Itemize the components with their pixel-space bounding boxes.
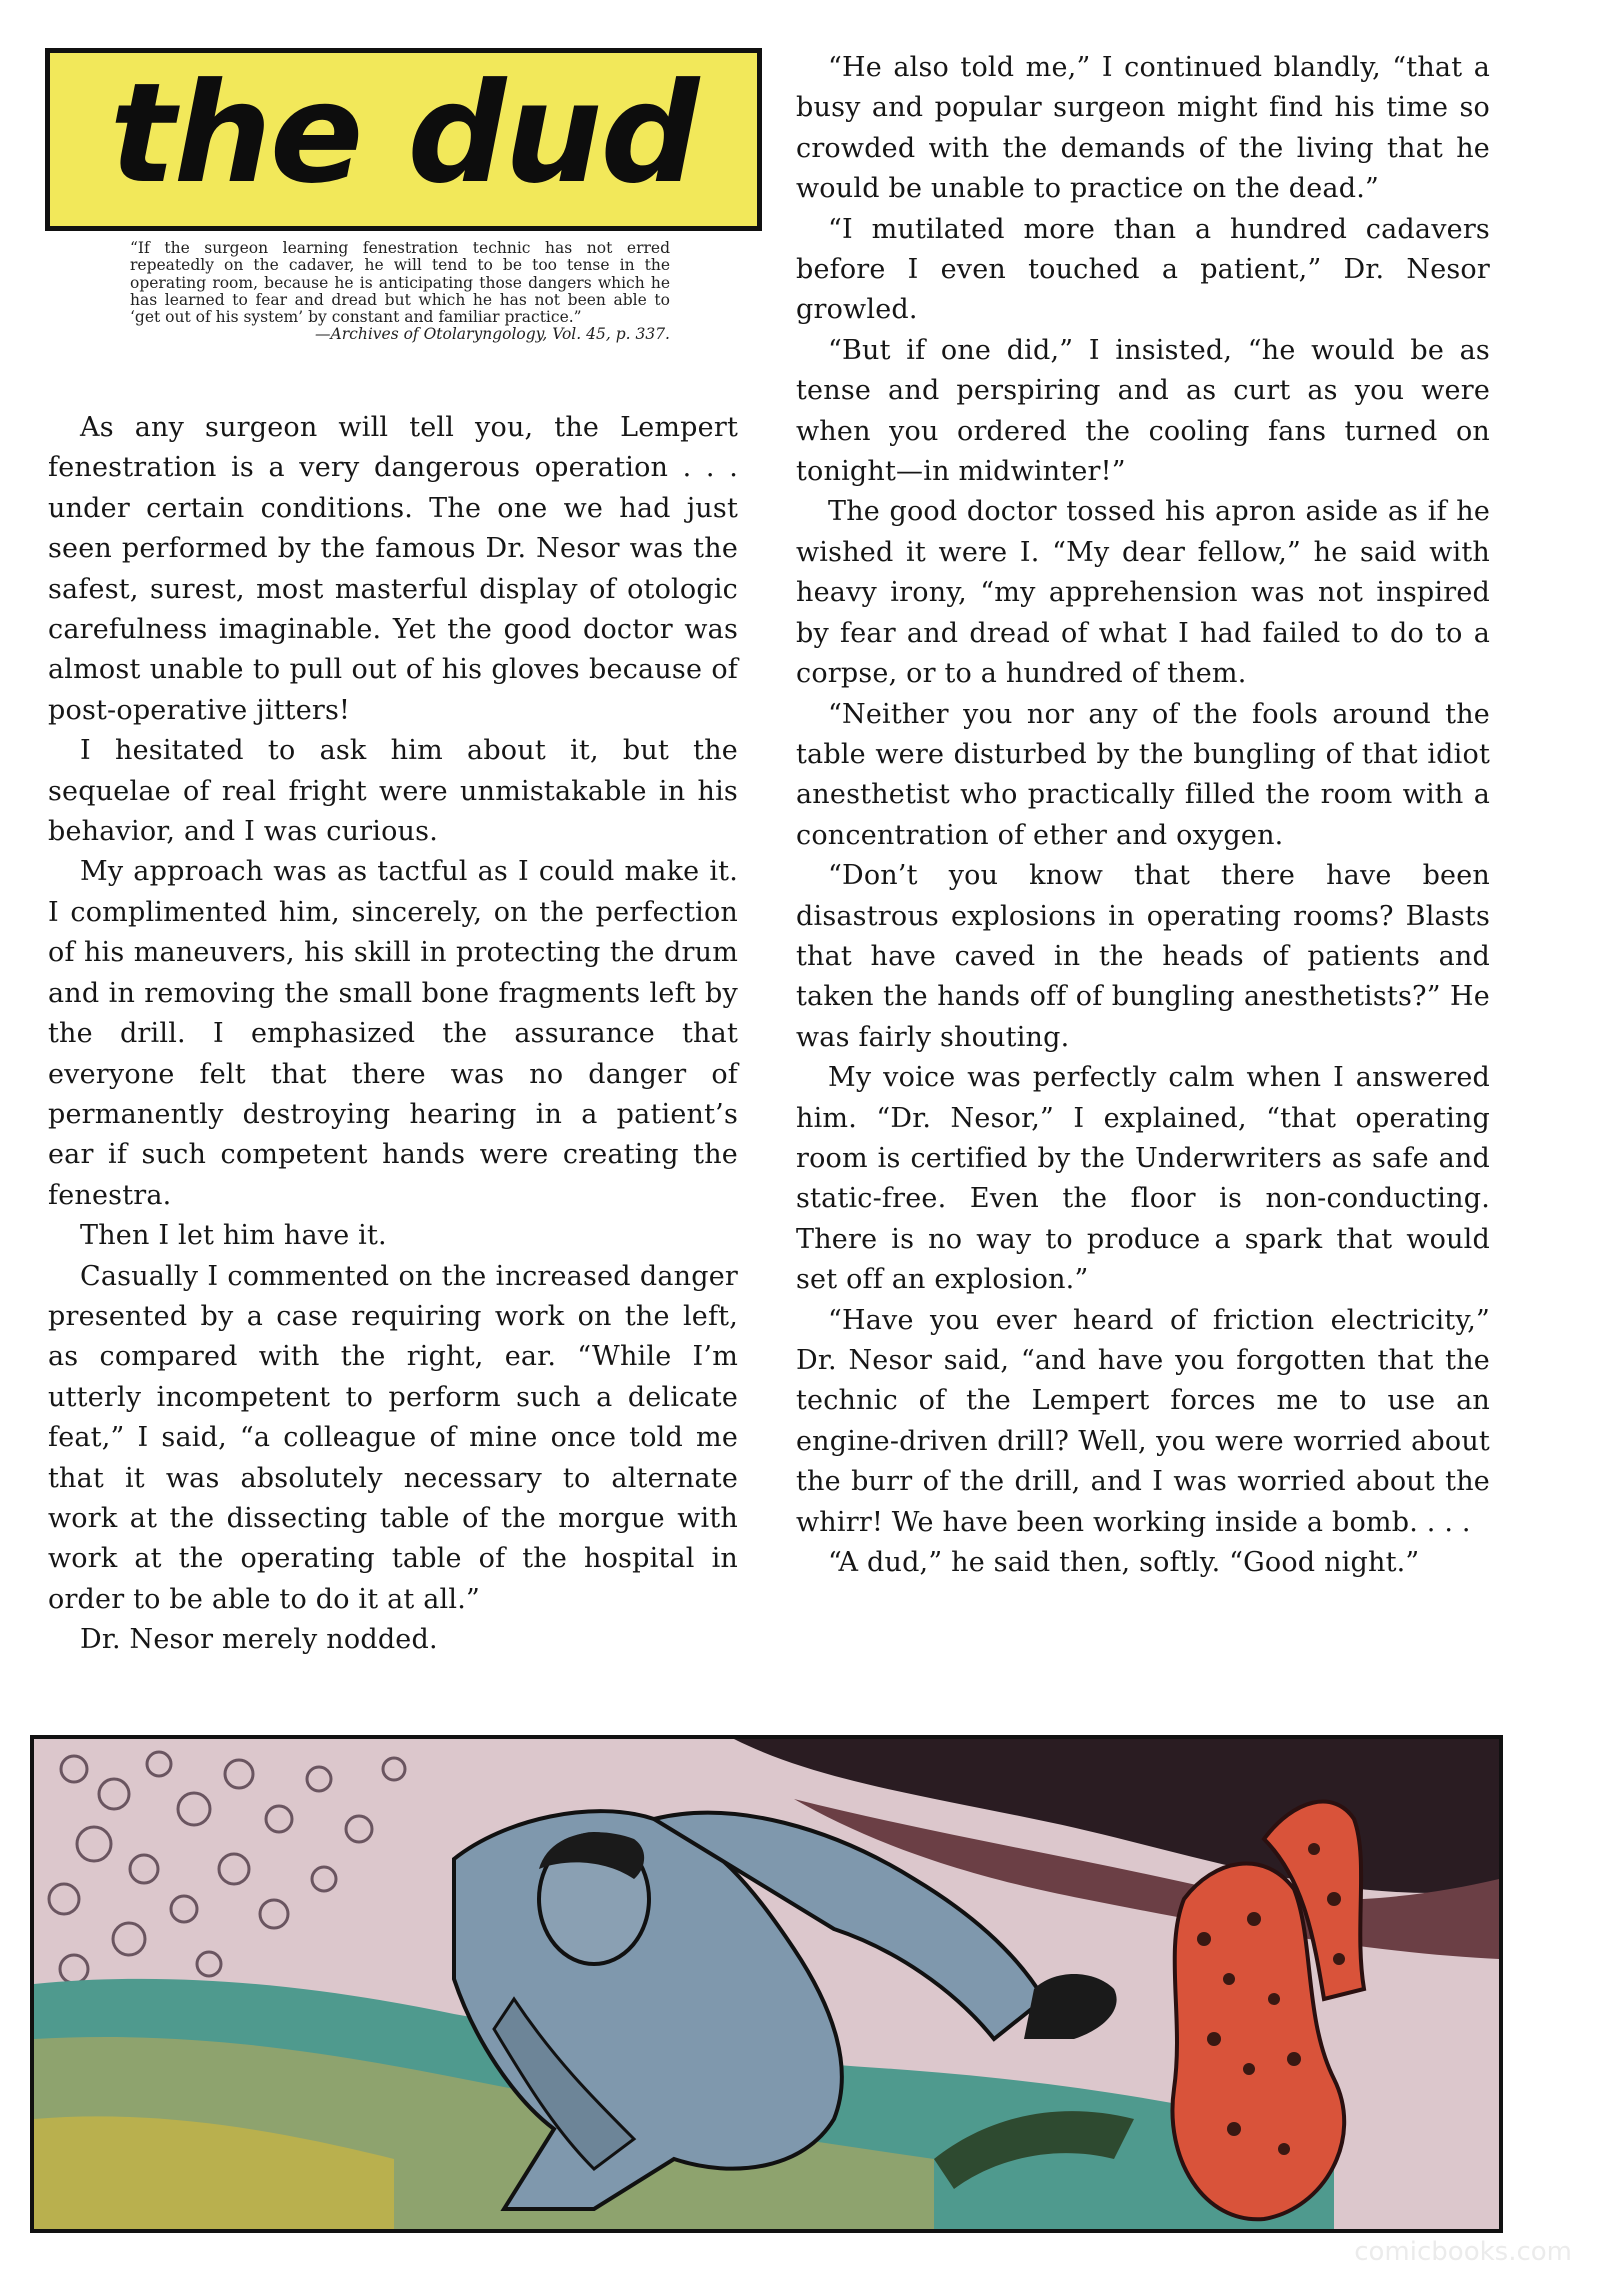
paragraph: “Neither you nor any of the fools around the table were disturbed by the bungling of that idiot anesthetist who practically filled the room with a concentration of ether and oxygen.: [796, 698, 1490, 851]
title-banner: [45, 48, 762, 231]
paragraph: “But if one did,” I insisted, “he would be as tense and perspiring and as curt as you were when you ordered the cooling fans turned on tonight—in midwinter!”: [796, 334, 1490, 488]
story-title: the dud: [109, 52, 698, 214]
epigraph-quote: “If the surgeon learning fenestration technic has not erred repeatedly on the cadaver, he will tend to be too tense in the operating room, because he is anticipating those dangers which he has learned to fear and dread but which he has not been able to ‘get out of his system’ by constant and familiar practice.”: [130, 239, 670, 327]
text-column-right: [796, 48, 1490, 1583]
paragraph: Dr. Nesor merely nodded.: [80, 1624, 438, 1656]
text-column-left: [48, 408, 738, 1661]
paragraph: “He also told me,” I continued blandly, “that a busy and popular surgeon might find his time so crowded with the demands of the living that he would be unable to practice on the dead.”: [796, 52, 1490, 205]
comic-panel-illustration: [30, 1735, 1503, 2233]
paragraph: Casually I commented on the increased danger presented by a case requiring work on the left, as compared with the right, ear. “While I’m utterly incompetent to perform such a delicate feat,” I said, “a colleague of mine once told me that it was absolutely necessary to alternate work at the dissecting table of the morgue with work at the operating table of the hospital in order to be able to do it at all.”: [48, 1260, 738, 1615]
paragraph: “I mutilated more than a hundred cadavers before I even touched a patient,” Dr. Nesor growled.: [796, 213, 1490, 326]
watermark: comicbooks.com: [1354, 2237, 1572, 2267]
epigraph-source: —Archives of Otolaryngology, Vol. 45, p. 337.: [315, 325, 670, 344]
epigraph: [130, 240, 670, 344]
paragraph: As any surgeon will tell you, the Lempert fenestration is a very dangerous operation . . . under certain conditions. The one we had just seen performed by the famous Dr. Nesor was the safest, surest, most masterful display of otologic carefulness imaginable. Yet the good doctor was almost unable to pull out of his gloves because of post-operative jitters!: [48, 412, 738, 726]
paragraph: Then I let him have it.: [80, 1220, 387, 1252]
paragraph: I hesitated to ask him about it, but the sequelae of real fright were unmistakable in his behavior, and I was curious.: [48, 735, 738, 848]
paragraph: My approach was as tactful as I could make it. I complimented him, sincerely, on the perfection of his maneuvers, his skill in protecting the drum and in removing the small bone fragments left by the drill. I emphasized the assurance that everyone felt that there was no danger of permanently destroying hearing in a patient’s ear if such competent hands were creating the fenestra.: [48, 856, 738, 1211]
paragraph: My voice was perfectly calm when I answered him. “Dr. Nesor,” I explained, “that operating room is certified by the Underwriters as safe and static-free. Even the floor is non-conducting. There is no way to produce a spark that would set off an explosion.”: [796, 1062, 1490, 1296]
paragraph: “Don’t you know that there have been disastrous explosions in operating rooms? Blasts that have caved in the heads of patients and taken the hands off of bungling anesthetists?” He was fairly shouting.: [796, 860, 1490, 1053]
paragraph: “A dud,” he said then, softly. “Good night.”: [828, 1547, 1420, 1579]
panel-artwork: [34, 1739, 1499, 2229]
paragraph: The good doctor tossed his apron aside as if he wished it were I. “My dear fellow,” he said with heavy irony, “my apprehension was not inspired by fear and dread of what I had failed to do to a corpse, or to a hundred of them.: [796, 496, 1490, 690]
paragraph: “Have you ever heard of friction electricity,” Dr. Nesor said, “and have you forgotten that the technic of the Lempert forces me to use an engine-driven drill? Well, you were worried about the burr of the drill, and I was worried about the whirr! We have been working inside a bomb. . . .: [796, 1304, 1490, 1538]
